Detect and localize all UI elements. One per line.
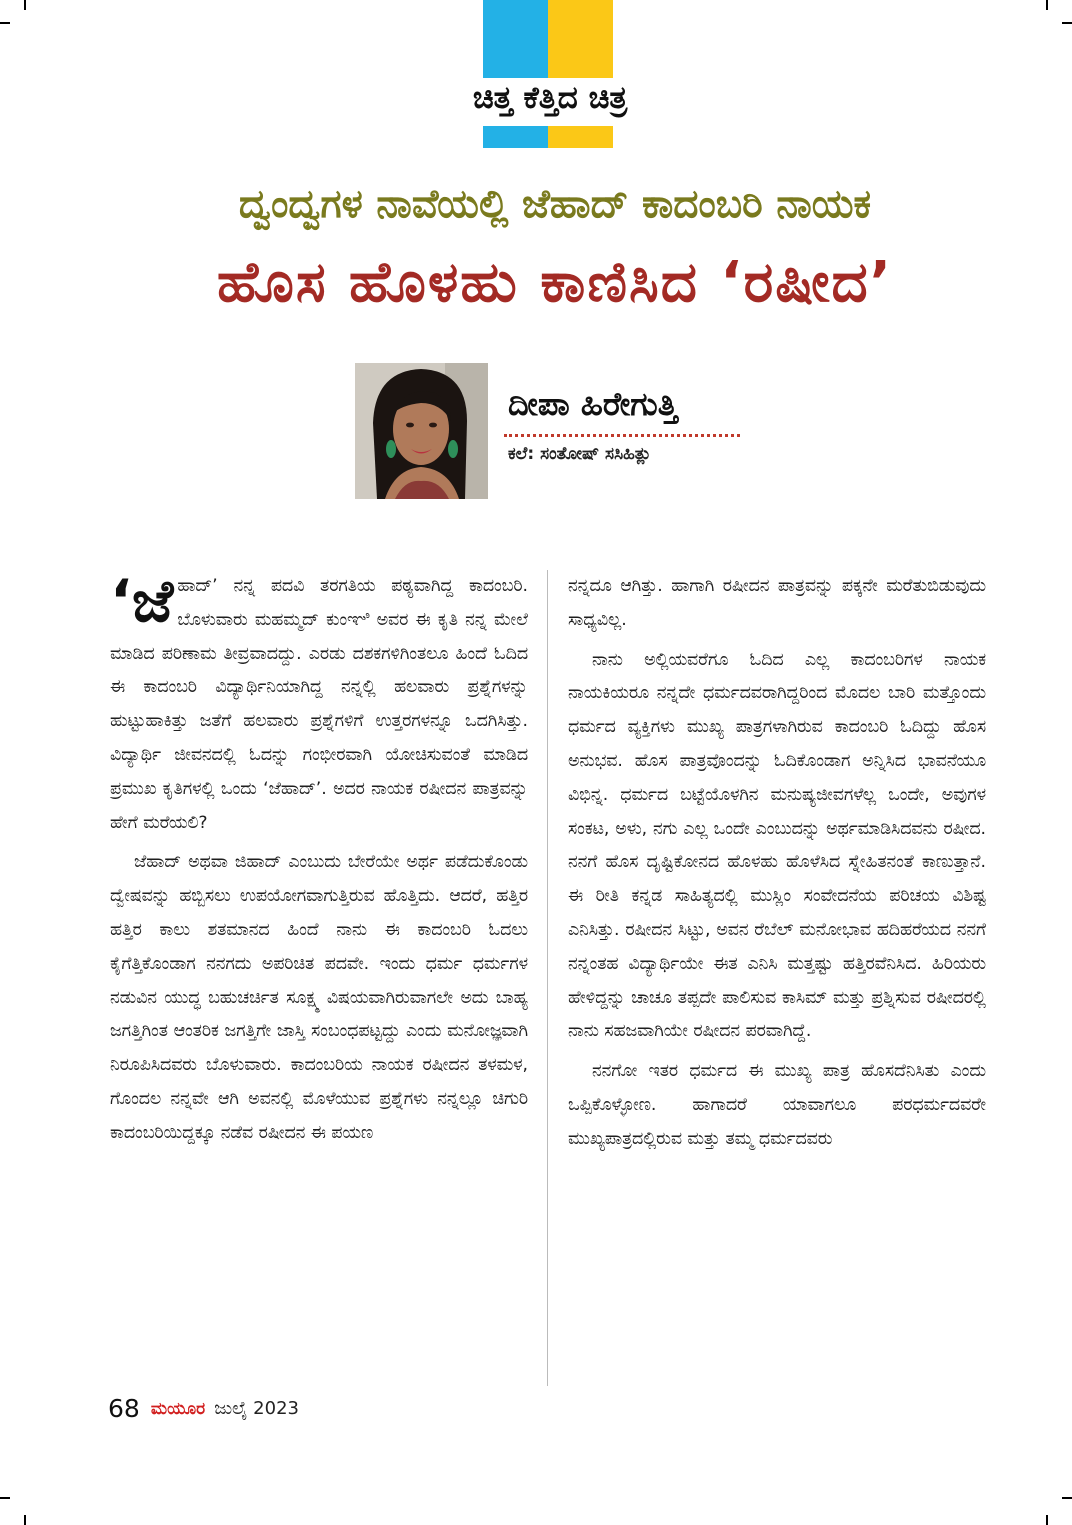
article-column-right (568, 570, 986, 1163)
paragraph-text: ಹಾದ್’ ನನ್ನ ಪದವಿ ತರಗತಿಯ ಪಠ್ಯವಾಗಿದ್ದ ಕಾದಂಬರಿ. ಬೊಳುವಾರು ಮಹಮ್ಮದ್ ಕುಂಞಿ ಅವರ ಈ ಕೃತಿ ನನ್ನ ಮೇಲೆ ಮಾಡಿದ ಪರಿಣಾಮ ತೀವ್ರವಾದದ್ದು. ಎರಡು ದಶಕಗಳಿಗಿಂತಲೂ ಹಿಂದೆ ಓದಿದ ಈ ಕಾದಂಬರಿ ವಿದ್ಯಾರ್ಥಿನಿಯಾಗಿದ್ದ ನನ್ನಲ್ಲಿ ಹಲವಾರು ಪ್ರಶ್ನೆಗಳನ್ನು ಹುಟ್ಟುಹಾಕಿತ್ತು ಜತೆಗೆ ಹಲವಾರು ಪ್ರಶ್ನೆಗಳಿಗೆ ಉತ್ತರಗಳನ್ನೂ ಒದಗಿಸಿತ್ತು. ವಿದ್ಯಾರ್ಥಿ ಜೀವನದಲ್ಲಿ ಓದನ್ನು ಗಂಭೀರವಾಗಿ ಯೋಚಿಸುವಂತೆ ಮಾಡಿದ ಪ್ರಮುಖ ಕೃತಿಗಳಲ್ಲಿ ಒಂದು ‘ಜೆಹಾದ್’. ಅದರ ನಾಯಕ ರಷೀದನ ಪಾತ್ರವನ್ನು ಹೇಗೆ ಮರೆಯಲಿ? (110, 576, 528, 833)
issue-date: ಜುಲೈ 2023 (214, 1398, 299, 1419)
byline-divider (504, 434, 740, 437)
article-paragraph: ನನಗೋ ಇತರ ಧರ್ಮದ ಈ ಮುಖ್ಯ ಪಾತ್ರ ಹೊಸದೆನಿಸಿತು ಎಂದು ಒಪ್ಪಿಕೊಳ್ಳೋಣ. ಹಾಗಾದರೆ ಯಾವಾಗಲೂ ಪರಧರ್ಮದವರೇ ಮುಖ್ಯಪಾತ್ರದಲ್ಲಿರುವ ಮತ್ತು ತಮ್ಮ ಧರ್ಮದವರು (568, 1061, 986, 1149)
article-paragraph: ಜೆಹಾದ್ ಅಥವಾ ಜಿಹಾದ್ ಎಂಬುದು ಬೇರೆಯೇ ಅರ್ಥ ಪಡೆದುಕೊಂಡು ದ್ವೇಷವನ್ನು ಹಬ್ಬಿಸಲು ಉಪಯೋಗವಾಗುತ್ತಿರುವ ಹೊತ್ತಿದು. ಆದರೆ, ಹತ್ತಿರ ಹತ್ತಿರ ಕಾಲು ಶತಮಾನದ ಹಿಂದೆ ನಾನು ಈ ಕಾದಂಬರಿ ಓದಲು ಕೈಗೆತ್ತಿಕೊಂಡಾಗ ನನಗದು ಅಪರಿಚಿತ ಪದವೇ. ಇಂದು ಧರ್ಮ ಧರ್ಮಗಳ ನಡುವಿನ ಯುದ್ಧ ಬಹುಚರ್ಚಿತ ಸೂಕ್ಷ್ಮ ವಿಷಯವಾಗಿರುವಾಗಲೇ ಅದು ಬಾಹ್ಯ ಜಗತ್ತಿಗಿಂತ ಆಂತರಿಕ ಜಗತ್ತಿಗೇ ಜಾಸ್ತಿ ಸಂಬಂಧಪಟ್ಟದ್ದು ಎಂದು ಮನೋಜ್ಞವಾಗಿ ನಿರೂಪಿಸಿದವರು ಬೊಳುವಾರು. ಕಾದಂಬರಿಯ ನಾಯಕ ರಷೀದನ ತಳಮಳ, ಗೊಂದಲ ನನ್ನವೇ ಆಗಿ ಅವನಲ್ಲಿ ಮೊಳೆಯುವ ಪ್ರಶ್ನೆಗಳು ನನ್ನಲ್ಲೂ ಚಿಗುರಿ ಕಾದಂಬರಿಯಿದ್ದಕ್ಕೂ ನಡೆವ ರಷೀದನ ಈ ಪಯಣ (110, 852, 528, 1143)
crop-mark (24, 0, 26, 10)
illustration-credit: ಕಲೆ: ಸಂತೋಷ್ ಸಸಿಹಿತ್ಲು (508, 444, 652, 464)
crop-mark (1046, 1515, 1048, 1525)
article-paragraph: ನಾನು ಅಲ್ಲಿಯವರೆಗೂ ಓದಿದ ಎಲ್ಲ ಕಾದಂಬರಿಗಳ ನಾಯಕ ನಾಯಕಿಯರೂ ನನ್ನದೇ ಧರ್ಮದವರಾಗಿದ್ದರಿಂದ ಮೊದಲ ಬಾರಿ ಮತ್ತೊಂದು ಧರ್ಮದ ವ್ಯಕ್ತಿಗಳು ಮುಖ್ಯ ಪಾತ್ರಗಳಾಗಿರುವ ಕಾದಂಬರಿ ಓದಿದ್ದು ಹೊಸ ಅನುಭವ. ಹೊಸ ಪಾತ್ರವೊಂದನ್ನು ಓದಿಕೊಂಡಾಗ ಅನ್ನಿಸಿದ ಭಾವನೆಯೂ ವಿಭಿನ್ನ. ಧರ್ಮದ ಬಟ್ಟೆಯೊಳಗಿನ ಮನುಷ್ಯಜೀವಗಳೆಲ್ಲ ಒಂದೇ, ಅವುಗಳ ಸಂಕಟ, ಅಳು, ನಗು ಎಲ್ಲ ಒಂದೇ ಎಂಬುದನ್ನು ಅರ್ಥಮಾಡಿಸಿದವನು ರಷೀದ. ನನಗೆ ಹೊಸ ದೃಷ್ಟಿಕೋನದ ಹೊಳಹು ಹೊಳೆಸಿದ ಸ್ನೇಹಿತನಂತೆ ಕಾಣುತ್ತಾನೆ. ಈ ರೀತಿ ಕನ್ನಡ ಸಾಹಿತ್ಯದಲ್ಲಿ ಮುಸ್ಲಿಂ ಸಂವೇದನೆಯ ಪರಿಚಯ ವಿಶಿಷ್ಟ ಎನಿಸಿತ್ತು. ರಷೀದನ ಸಿಟ್ಟು, ಅವನ ರೆಬೆಲ್ ಮನೋಭಾವ ಹದಿಹರೆಯದ ನನಗೆ ನನ್ನಂತಹ ವಿದ್ಯಾರ್ಥಿಯೇ ಈತ ಎನಿಸಿ ಮತ್ತಷ್ಟು ಹತ್ತಿರವೆನಿಸಿದ. ಹಿರಿಯರು ಹೇಳಿದ್ದನ್ನು ಚಾಚೂ ತಪ್ಪದೇ ಪಾಲಿಸುವ ಕಾಸಿಮ್ ಮತ್ತು ಪ್ರಶ್ನಿಸುವ ರಷೀದರಲ್ಲಿ ನಾನು ಸಹಜವಾಗಿಯೇ ರಷೀದನ ಪರವಾಗಿದ್ದೆ. (568, 649, 986, 1042)
crop-mark (1046, 0, 1048, 10)
article-column-left (110, 567, 528, 1157)
headline-kicker: ದ್ವಂದ್ವಗಳ ನಾವೆಯಲ್ಲಿ ಜೆಹಾದ್ ಕಾದಂಬರಿ ನಾಯಕ (238, 182, 872, 227)
page-number: 68 (108, 1394, 140, 1423)
drop-cap: ‘ಜೆ (110, 567, 174, 635)
page-footer (108, 1394, 299, 1423)
crop-mark (0, 22, 10, 24)
author-name: ದೀಪಾ ಹಿರೇಗುತ್ತಿ (508, 385, 678, 423)
section-title: ಚಿತ್ತ ಕೆತ್ತಿದ ಚಿತ್ರ (472, 80, 628, 116)
magazine-name: ಮಯೂರ (150, 1398, 206, 1419)
article-paragraph: ನನ್ನದೂ ಆಗಿತ್ತು. ಹಾಗಾಗಿ ರಷೀದನ ಪಾತ್ರವನ್ನು ಪಕ್ಕನೇ ಮರೆತುಬಿಡುವುದು ಸಾಧ್ಯವಿಲ್ಲ. (568, 576, 986, 630)
section-banner (483, 0, 613, 148)
headline-main: ಹೊಸ ಹೊಳಹು ಕಾಣಿಸಿದ ‘ರಷೀದ’ (217, 250, 893, 315)
author-photo-drawing (355, 363, 488, 499)
author-photo (355, 363, 488, 499)
article-paragraph (110, 567, 528, 840)
crop-mark (24, 1515, 26, 1525)
column-divider (547, 570, 548, 1386)
crop-mark (0, 1497, 10, 1499)
crop-mark (1062, 22, 1072, 24)
crop-mark (1062, 1497, 1072, 1499)
